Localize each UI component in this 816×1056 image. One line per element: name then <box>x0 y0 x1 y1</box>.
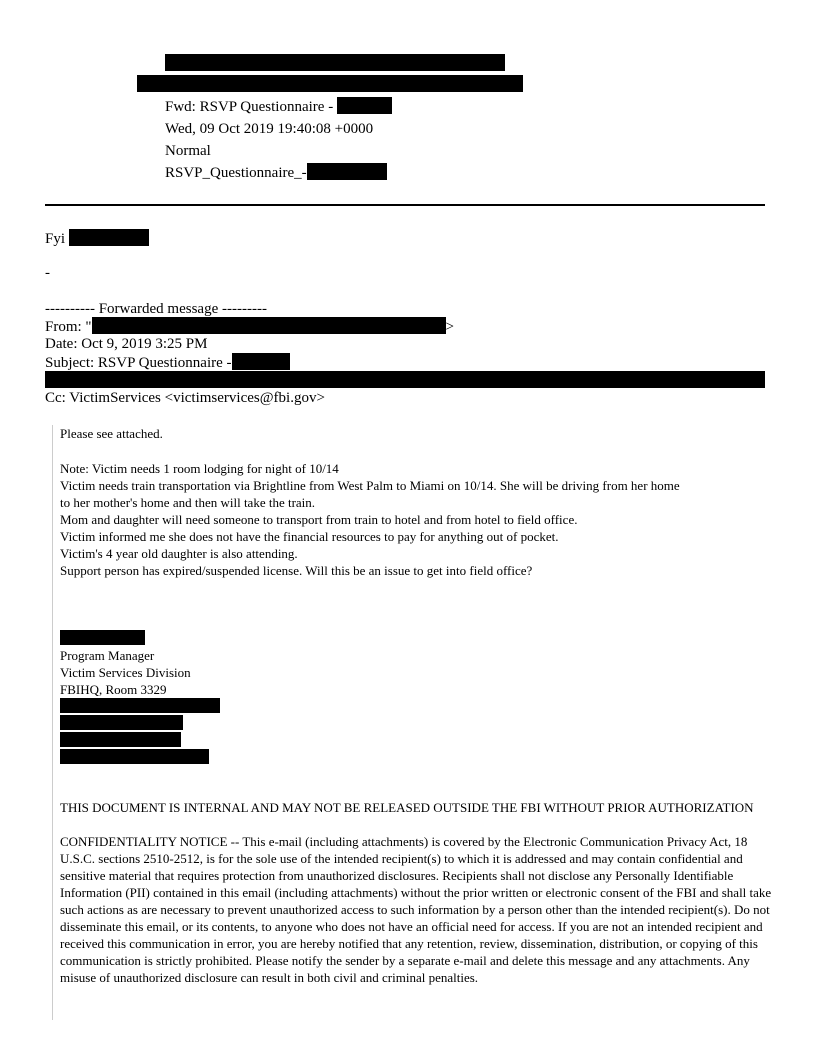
redaction <box>307 163 387 180</box>
signature-room: FBIHQ, Room 3329 <box>60 682 167 697</box>
fwd-from: From: " > <box>45 319 455 335</box>
internal-notice: THIS DOCUMENT IS INTERNAL AND MAY NOT BE RELEASED OUTSIDE THE FBI WITHOUT PRIOR AUTHORIZATION <box>60 800 754 815</box>
note-line: Victim informed me she does not have the financial resources to pay for anything out of pocket. <box>60 529 559 544</box>
redaction <box>60 630 145 645</box>
redaction <box>137 75 523 92</box>
confidentiality-notice: CONFIDENTIALITY NOTICE -- This e-mail (including attachments) is covered by the Electronic Communication Privacy Act, 18 U.S.C. sections 2510-2512, is for the sole use of the intended recipient(s) to which it is addressed and may contain confidential and sensitive material that requires protection from unauthorized disclosures. Recipients shall not disclose any Personally Identifiable Information (PII) contained in this email (including attachments) without the prior written or electronic consent of the FBI and shall take such actions as are necessary to prevent unauthorized access to such information by a person other than the intended recipient(s). Do not disseminate this email, or its contents, to anyone who does not have an official need for access. If you are not an intended recipient and received this communication in error, you are hereby notified that any retention, review, dissemination, distribution, or copying of this communication is strictly prohibited. Please notify the sender by a separate e-mail and delete this message and any attachments. Any misuse of unauthorized disclosure can result in both civil and criminal penalties. <box>60 834 772 985</box>
note-line: Note: Victim needs 1 room lodging for night of 10/14 <box>60 461 339 476</box>
note-line: Victim needs train transportation via Brightline from West Palm to Miami on 10/14. She will be driving from her home <box>60 478 680 493</box>
signature-title: Program Manager <box>60 648 155 663</box>
note-line: Victim's 4 year old daughter is also attending. <box>60 546 298 561</box>
subject-value: Fwd: RSVP Questionnaire - <box>165 97 392 117</box>
redaction <box>232 353 290 370</box>
redaction <box>337 97 392 114</box>
fwd-subject: Subject: RSVP Questionnaire - <box>45 353 290 372</box>
quoted-message <box>52 425 773 1020</box>
redaction <box>60 749 209 764</box>
date-value: Wed, 09 Oct 2019 19:40:08 +0000 <box>165 121 374 137</box>
importance-value: Normal <box>165 143 211 159</box>
note-line: to her mother's home and then will take the train. <box>60 495 316 510</box>
dash-line: - <box>45 265 50 281</box>
note-line: Support person has expired/suspended license. Will this be an issue to get into field office? <box>60 563 533 578</box>
redaction <box>165 54 505 71</box>
redaction <box>45 371 765 388</box>
signature-division: Victim Services Division <box>60 665 191 680</box>
redaction <box>60 698 220 713</box>
forwarded-marker: ---------- Forwarded message --------- <box>45 301 267 317</box>
attachment-link[interactable]: RSVP_Questionnaire_- <box>165 163 387 183</box>
header-divider <box>45 204 765 206</box>
greeting: Fyi <box>45 229 149 248</box>
quoted-intro: Please see attached. <box>60 426 163 441</box>
fwd-date: Date: Oct 9, 2019 3:25 PM <box>45 336 208 352</box>
fwd-cc: Cc: VictimServices <victimservices@fbi.gov> <box>45 390 325 406</box>
redaction <box>69 229 149 246</box>
note-line: Mom and daughter will need someone to transport from train to hotel and from hotel to field office. <box>60 512 578 527</box>
redaction <box>60 732 181 747</box>
redaction <box>92 317 446 334</box>
redaction <box>60 715 183 730</box>
